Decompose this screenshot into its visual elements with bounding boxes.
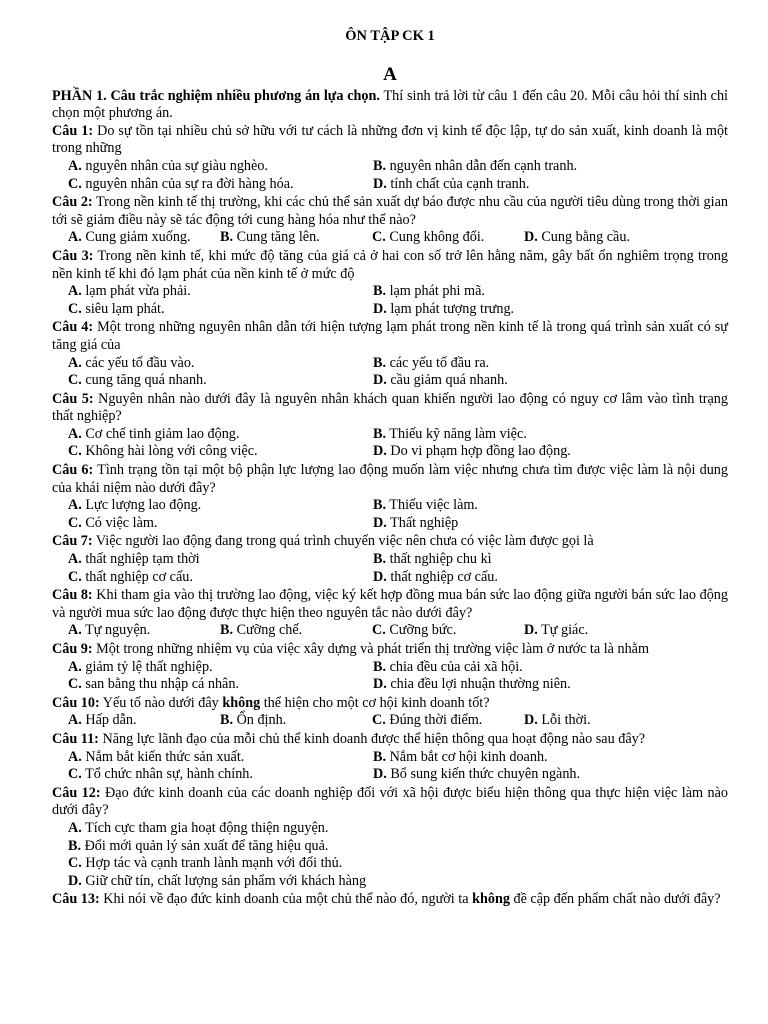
question-text: Việc người lao động đang trong quá trình chuyển việc nên chưa có việc làm được gọi là	[92, 533, 594, 550]
question-text-before: Yếu tố nào dưới đây	[99, 694, 223, 711]
option-a: A. Nắm bắt kiến thức sản xuất.	[68, 748, 245, 765]
option-a: A. nguyên nhân của sự giàu nghèo.	[68, 157, 268, 174]
option-d: D. cầu giảm quá nhanh.	[373, 372, 508, 389]
question-label: Câu 5:	[52, 390, 94, 407]
question-label: Câu 4:	[52, 319, 94, 336]
question-7	[52, 533, 728, 586]
question-stem	[52, 391, 728, 426]
option-c: C. nguyên nhân của sự ra đời hàng hóa.	[68, 175, 294, 192]
option-a: A. Tự nguyện.	[68, 622, 151, 639]
option-a: A. giảm tỷ lệ thất nghiệp.	[68, 658, 213, 675]
option-c: C. Hợp tác và cạnh tranh lành mạnh với đối thủ.	[68, 855, 343, 872]
option-a: A. các yếu tố đầu vào.	[68, 354, 195, 371]
question-stem	[52, 731, 728, 749]
option-d: D. tính chất của cạnh tranh.	[373, 175, 530, 192]
option-d: D. Bổ sung kiến thức chuyên ngành.	[373, 766, 581, 783]
option-b: B. Đổi mới quản lý sản xuất để tăng hiệu quả.	[68, 837, 329, 854]
option-d: D. Lỗi thời.	[524, 712, 591, 729]
option-c: C. Cung không đổi.	[372, 229, 485, 246]
option-b: B. các yếu tố đầu ra.	[373, 354, 490, 371]
question-stem	[52, 587, 728, 622]
question-11	[52, 731, 728, 784]
question-stem	[52, 641, 728, 659]
question-text: Do sự tồn tại nhiều chủ sở hữu với tư cách là những đơn vị kinh tế độc lập, tự do sản xuất, kinh doanh là một trong những	[52, 122, 728, 157]
question-9	[52, 641, 728, 694]
option-b: B. Ổn định.	[220, 712, 287, 729]
question-stem	[52, 319, 728, 354]
option-b: B. nguyên nhân dẫn đến cạnh tranh.	[373, 157, 578, 174]
part-label: PHẦN 1. Câu trắc nghiệm nhiều phương án lựa chọn.	[52, 87, 380, 104]
question-text-after: đề cập đến phẩm chất nào dưới đây?	[509, 891, 721, 908]
question-6	[52, 462, 728, 532]
option-b: B. lạm phát phi mã.	[373, 283, 485, 300]
option-a: A. Cơ chế tinh giảm lao động.	[68, 425, 240, 442]
question-label: Câu 1:	[52, 122, 94, 139]
part-heading	[52, 88, 728, 123]
question-stem	[52, 533, 728, 551]
question-5	[52, 391, 728, 461]
question-stem	[52, 123, 728, 158]
question-13	[52, 891, 728, 909]
question-text: Trong nền kinh tế, khi mức độ tăng của giá cả ở hai con số trở lên hằng năm, gây bất ổn nghiêm trọng trong nền kinh tế khi đó lạm phát của nền kinh tế ở mức độ	[52, 247, 728, 282]
question-emphasis: không	[472, 891, 510, 908]
part-instruction: Thí sinh trả lời từ câu 1 đến câu 20. Mỗi câu hỏi thí sinh chỉ chọn một phương án.	[52, 87, 728, 122]
option-a: A. lạm phát vừa phải.	[68, 283, 191, 300]
question-3	[52, 248, 728, 318]
question-label: Câu 13:	[52, 891, 100, 908]
option-c: C. thất nghiệp cơ cấu.	[68, 568, 193, 585]
option-d: D. thất nghiệp cơ cấu.	[373, 568, 498, 585]
question-label: Câu 10:	[52, 694, 100, 711]
option-b: B. thất nghiệp chu kì	[373, 551, 492, 568]
question-text: Một trong những nguyên nhân dẫn tới hiện tượng lạm phát trong nền kinh tế là trong quá trình sản xuất có sự tăng giá của	[52, 319, 728, 353]
question-text: Năng lực lãnh đạo của mỗi chủ thể kinh doanh được thể hiện thông qua hoạt động nào sau đây?	[98, 730, 646, 747]
question-label: Câu 11:	[52, 730, 99, 747]
question-10	[52, 695, 728, 730]
question-4	[52, 319, 728, 389]
question-stem	[52, 248, 728, 283]
option-c: C. cung tăng quá nhanh.	[68, 372, 207, 389]
option-d: D. Tự giác.	[524, 622, 589, 639]
question-text-after: thể hiện cho một cơ hội kinh doanh tốt?	[260, 694, 490, 711]
option-b: B. Cưỡng chế.	[220, 622, 303, 639]
option-a: A. Cung giảm xuống.	[68, 229, 191, 246]
question-label: Câu 2:	[52, 194, 93, 211]
question-text: Nguyên nhân nào dưới đây là nguyên nhân khách quan khiến người lao động có nguy cơ lâm vào tình trạng thất nghiệp?	[52, 390, 728, 425]
option-d: D. Giữ chữ tín, chất lượng sản phẩm với khách hàng	[68, 872, 367, 889]
option-d: D. chia đều lợi nhuận thường niên.	[373, 676, 571, 693]
option-c: C. Có việc làm.	[68, 514, 158, 531]
exam-code: A	[383, 63, 397, 85]
option-a: A. thất nghiệp tạm thời	[68, 551, 200, 568]
option-d: D. Cung bằng cầu.	[524, 229, 630, 246]
option-b: B. Nắm bắt cơ hội kinh doanh.	[373, 748, 548, 765]
option-c: C. Tổ chức nhân sự, hành chính.	[68, 766, 253, 783]
option-d: D. lạm phát tượng trưng.	[373, 300, 515, 317]
option-b: B. Thiếu việc làm.	[373, 497, 478, 514]
option-b: B. chia đều của cải xã hội.	[373, 658, 523, 675]
question-text: Một trong những nhiệm vụ của việc xây dựng và phát triển thị trường việc làm ở nước ta là nhằm	[92, 641, 650, 657]
question-stem	[52, 462, 728, 497]
question-stem	[52, 785, 728, 820]
question-label: Câu 3:	[52, 247, 94, 264]
question-text-before: Khi nói về đạo đức kinh doanh của một chủ thể nào đó, người ta	[99, 891, 473, 908]
question-text: Đạo đức kinh doanh của các doanh nghiệp đối với xã hội được biểu hiện thông qua thực hiện việc làm nào dưới đây?	[52, 784, 728, 819]
question-8	[52, 587, 728, 640]
question-stem	[52, 891, 728, 909]
option-d: D. Thất nghiệp	[373, 514, 459, 531]
option-a: A. Lực lượng lao động.	[68, 497, 202, 514]
option-b: B. Thiếu kỹ năng làm việc.	[373, 425, 527, 442]
question-stem	[52, 194, 728, 229]
document-title: ÔN TẬP CK 1	[345, 28, 435, 44]
question-emphasis: không	[222, 694, 261, 711]
question-text: Tình trạng tồn tại một bộ phận lực lượng lao động muốn làm việc nhưng chưa tìm được việc làm là nội dung của khái niệm nào dưới đây?	[52, 462, 728, 496]
option-a: A. Hấp dẫn.	[68, 712, 137, 729]
question-text: Trong nền kinh tế thị trường, khi các chủ thể sản xuất dự báo được nhu cầu của người tiêu dùng trong thời gian tới sẽ giảm điều này sẽ tác động tới cung hàng hóa như thế nào?	[52, 194, 728, 228]
option-c: C. siêu lạm phát.	[68, 300, 165, 317]
option-c: C. san bằng thu nhập cá nhân.	[68, 676, 239, 693]
question-label: Câu 12:	[52, 784, 101, 801]
option-d: D. Do vi phạm hợp đồng lao động.	[373, 443, 571, 460]
option-a: A. Tích cực tham gia hoạt động thiện nguyện.	[68, 819, 329, 836]
question-stem	[52, 695, 728, 713]
question-label: Câu 6:	[52, 462, 94, 479]
question-label: Câu 8:	[52, 587, 93, 604]
question-text: Khi tham gia vào thị trường lao động, việc ký kết hợp đồng mua bán sức lao động giữa người bán sức lao động và người mua sức lao động được thực hiện theo nguyên tắc nào dưới đây?	[52, 587, 728, 621]
option-c: C. Cưỡng bức.	[372, 622, 457, 639]
question-1	[52, 123, 728, 193]
option-b: B. Cung tăng lên.	[220, 229, 320, 246]
question-label: Câu 7:	[52, 533, 93, 550]
option-c: C. Không hài lòng với công việc.	[68, 443, 258, 460]
option-c: C. Đúng thời điểm.	[372, 712, 483, 729]
question-2	[52, 194, 728, 247]
question-label: Câu 9:	[52, 641, 93, 657]
question-12	[52, 785, 728, 891]
